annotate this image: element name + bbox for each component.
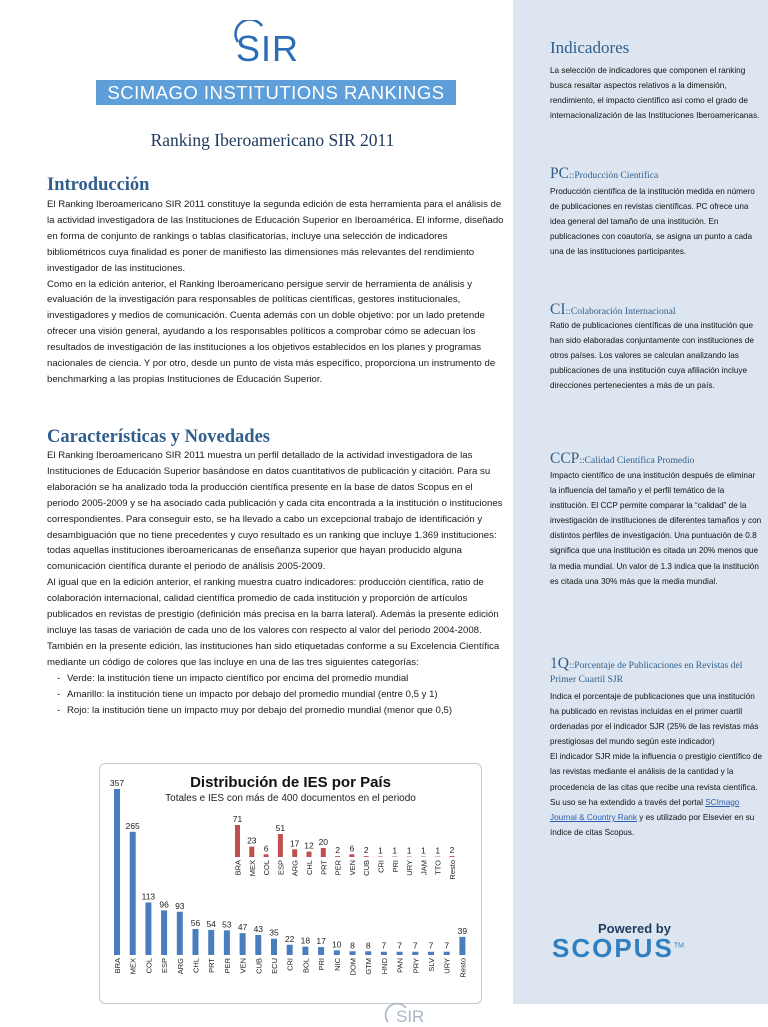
scopus-brand: SCOPUS bbox=[552, 933, 674, 963]
tick-label: COL bbox=[262, 860, 271, 875]
bar-total-BRA bbox=[114, 789, 120, 955]
value-label: 17 bbox=[316, 936, 326, 946]
tick-label: Resto bbox=[458, 958, 467, 978]
tick-label: ECU bbox=[270, 958, 279, 974]
bar-total-ESP bbox=[161, 910, 167, 955]
features-paragraph: El Ranking Iberoamericano SIR 2011 muestra un perfil detallado de la actividad investigadora de las Instituciones de Educación Superior basándose en datos cuantitativos de publicación y citación. Para su elaboración se ha analizado toda la producción científica presente en la base de datos Scopus en el periodo 2005-2009 y se ha asociado cada publicación y cada cita encontrada a la institución o instituciones correspondientes. Para conseguir esto, se ha llevado a cabo un excepcional trabajo de identificación y desambiguación que no tiene precedentes y cuyo resultado es un ranking que incluye 1.369 instituciones: todas aquellas instituciones iberoamericanas de enseñanza superior que hayan producido alguna comunicación científica durante el periodo de análisis 2005-2009. bbox=[47, 448, 507, 575]
tick-label: ARG bbox=[291, 860, 300, 876]
value-label: 265 bbox=[126, 821, 140, 831]
logo-acronym: SIR bbox=[236, 28, 299, 70]
indicator-1q-text bbox=[550, 689, 763, 840]
features-text bbox=[47, 448, 507, 718]
indicator-1q-title bbox=[550, 657, 765, 687]
page-title: Ranking Iberoamericano SIR 2011 bbox=[0, 130, 545, 151]
indicator-abbr: PC bbox=[550, 165, 569, 182]
value-label: 47 bbox=[238, 922, 248, 932]
chart-subtitle: Totales e IES con más de 400 documentos en el periodo bbox=[100, 793, 481, 804]
tick-label: URY bbox=[405, 860, 414, 876]
tick-label: PRY bbox=[411, 958, 420, 973]
tick-label: PRI bbox=[317, 958, 326, 971]
list-item: - Rojo: la institución tiene un impacto muy por debajo del promedio mundial (menor que 0,5) bbox=[57, 703, 507, 719]
bar-ies400-ARG bbox=[292, 849, 297, 857]
value-label: 22 bbox=[285, 934, 295, 944]
tick-label: TTO bbox=[434, 860, 443, 875]
tick-label: CHL bbox=[192, 958, 201, 973]
indicator-pc-title bbox=[550, 165, 765, 183]
tick-label: NIC bbox=[333, 957, 342, 971]
features-paragraph: También en la presente edición, las instituciones han sido etiquetadas conforme a su Excelencia Científica mediante un código de colores que las incluye en una de las tres siguientes categorías: bbox=[47, 639, 507, 671]
intro-heading: Introducción bbox=[47, 175, 149, 196]
tick-label: MEX bbox=[248, 860, 257, 876]
excellence-list bbox=[57, 671, 507, 719]
indicator-sep: :: bbox=[566, 306, 571, 317]
value-label: 17 bbox=[290, 838, 300, 848]
indicator-abbr: CCP bbox=[550, 450, 579, 467]
tick-label: BOL bbox=[301, 958, 310, 973]
bar-ies400-BRA bbox=[235, 825, 240, 857]
bar-total-CRI bbox=[287, 945, 293, 955]
bar-total-DOM bbox=[350, 951, 356, 955]
value-label: 12 bbox=[304, 841, 314, 851]
ies-chart bbox=[99, 763, 482, 1004]
indicator-1q-paragraph-2 bbox=[550, 749, 763, 840]
intro-paragraph: El Ranking Iberoamericano SIR 2011 constituye la segunda edición de esta herramienta para el análisis de la actividad investigadora de las Instituciones de Educación Superior en Iberoamérica. El informe, diseñado en forma de conjunto de rankings o tablas clasificatorias, incluye una selección de indicadores bibliométricos cuya finalidad es poner de manifiesto las dimensiones más relevantes del rendimiento investigador de las instituciones. bbox=[47, 197, 507, 277]
sidebar-heading: Indicadores bbox=[550, 38, 629, 58]
indicator-sep: :: bbox=[569, 660, 574, 671]
value-label: 8 bbox=[350, 940, 355, 950]
bar-total-URY bbox=[444, 952, 450, 955]
bar-total-GTM bbox=[365, 951, 371, 955]
scimago-link[interactable]: SCImago Journal & Country Rank bbox=[550, 798, 739, 822]
value-label: 7 bbox=[382, 941, 387, 951]
tick-label: VEN bbox=[348, 860, 357, 875]
tick-label: Resto bbox=[448, 860, 457, 880]
indicator-ccp-text: Impacto científico de una institución después de eliminar la influencia del tamaño y el perfil temático de la institución. El CCP permite comparar la “calidad” de la investigación de instituciones de diferentes tamaños y con distintos perfiles de investigación. Una puntuación de 0.8 significa que una institución es citada un 20% menos que la media mundial. Un valor de 1.3 indica que la institución es citada una 30% más que la media mundial. bbox=[550, 468, 763, 589]
indicator-ccp-title bbox=[550, 450, 765, 468]
chart-title: Distribución de IES por País bbox=[100, 774, 481, 791]
value-label: 56 bbox=[191, 918, 201, 928]
tick-label: CUB bbox=[362, 860, 371, 876]
bar-ies400-PER bbox=[335, 856, 340, 857]
bar-total-COL bbox=[145, 902, 151, 955]
value-label: 93 bbox=[175, 901, 185, 911]
tick-label: URY bbox=[443, 958, 452, 974]
sidebar-intro: La selección de indicadores que componen el ranking busca resaltar aspectos relativos a la dimensión, rendimiento, el impacto científico así como el grado de internacionalización de las Instituciones Iberoamericanas. bbox=[550, 63, 763, 123]
bar-total-Resto bbox=[459, 937, 465, 955]
footer-logo: SIR bbox=[396, 1007, 424, 1027]
bar-total-PRY bbox=[412, 952, 418, 955]
bar-total-NIC bbox=[334, 950, 340, 955]
indicator-sep: :: bbox=[579, 455, 584, 466]
indicator-ci-title bbox=[550, 301, 765, 319]
value-label: 35 bbox=[269, 928, 279, 938]
value-label: 18 bbox=[301, 936, 311, 946]
bar-total-PAN bbox=[397, 952, 403, 955]
bar-total-ARG bbox=[177, 912, 183, 955]
tick-label: HND bbox=[380, 957, 389, 974]
bar-ies400-VEN bbox=[349, 854, 354, 857]
value-label: 53 bbox=[222, 919, 232, 929]
tick-label: SLV bbox=[427, 958, 436, 972]
scopus-tm: TM bbox=[674, 942, 684, 949]
value-label: 2 bbox=[450, 845, 455, 855]
tick-label: PAN bbox=[396, 958, 405, 973]
tick-label: VEN bbox=[239, 958, 248, 973]
bar-ies400-COL bbox=[264, 854, 269, 857]
value-label: 7 bbox=[397, 941, 402, 951]
indicator-abbr: 1Q bbox=[550, 655, 569, 672]
bar-total-PER bbox=[224, 930, 230, 955]
indicator-name: Colaboración Internacional bbox=[571, 306, 676, 317]
tick-label: PER bbox=[334, 859, 343, 875]
sjr-text: El indicador SJR mide la influencia o prestigio científico de las revistas mediante el análisis de la cantidad y la procedencia de las citas que recibe una revista científica. Su uso se ha extendido a través del portal bbox=[550, 752, 762, 806]
indicator-ci-text: Ratio de publicaciones científicas de una institución que han sido elaboradas conjuntamente con instituciones de otros países. Los valores se calculan analizando las publicaciones de una institución cuya afiliación incluye direcciones pertenecientes a más de un país. bbox=[550, 318, 763, 393]
tick-label: PRI bbox=[391, 860, 400, 873]
intro-paragraph: Como en la edición anterior, el Ranking Iberoamericano persigue servir de herramienta de análisis y evaluación de la investigación para responsables de políticas científicas, gestores institucionales, investigadores y medios de comunicación. Cuenta además con un doble objetivo: por un lado pretende ofrecer una visión general, ayudando a los responsables políticos a comprobar cómo se adecuan los resultados de investigación de las instituciones a los objetivos establecidos en los planes y programas nacionales de ciencia. Y por otro, desde un punto de vista más específico, proporciona un instrumento de benchmarking a las propias Instituciones de Educación Superior. bbox=[47, 277, 507, 388]
value-label: 2 bbox=[364, 845, 369, 855]
tick-label: BRA bbox=[113, 958, 122, 973]
sidebar bbox=[513, 0, 768, 1004]
bar-ies400-CHL bbox=[307, 852, 312, 857]
value-label: 1 bbox=[435, 846, 440, 856]
value-label: 96 bbox=[159, 899, 169, 909]
value-label: 23 bbox=[247, 836, 257, 846]
logo-name: SCIMAGO INSTITUTIONS RANKINGS bbox=[96, 80, 456, 105]
value-label: 43 bbox=[254, 924, 264, 934]
value-label: 7 bbox=[444, 941, 449, 951]
value-label: 1 bbox=[378, 846, 383, 856]
bar-total-CHL bbox=[193, 929, 199, 955]
value-label: 6 bbox=[350, 843, 355, 853]
bar-total-MEX bbox=[130, 832, 136, 955]
value-label: 6 bbox=[264, 843, 269, 853]
bar-total-SLV bbox=[428, 952, 434, 955]
tick-label: BRA bbox=[234, 860, 243, 875]
tick-label: COL bbox=[144, 958, 153, 973]
value-label: 39 bbox=[458, 926, 468, 936]
value-label: 2 bbox=[335, 845, 340, 855]
features-paragraph: Al igual que en la edición anterior, el ranking muestra cuatro indicadores: producción científica, ratio de colaboración internacional, calidad científica promedio de cada institución y proporción de artículos publicados en revistas de prestigio (definición más precisa en la barra lateral). Además la presente edición incluye las tasas de variación de cada uno de los valores con respecto al valor del periodo 2004-2008. bbox=[47, 575, 507, 639]
tick-label: MEX bbox=[129, 958, 138, 974]
bar-ies400-MEX bbox=[249, 847, 254, 857]
tick-label: DOM bbox=[349, 958, 358, 976]
intro-text bbox=[47, 197, 507, 388]
value-label: 54 bbox=[206, 919, 216, 929]
bar-total-ECU bbox=[271, 939, 277, 955]
features-heading: Características y Novedades bbox=[47, 427, 270, 448]
tick-label: ESP bbox=[276, 860, 285, 875]
value-label: 71 bbox=[233, 814, 243, 824]
tick-label: PER bbox=[223, 957, 232, 973]
value-label: 1 bbox=[421, 846, 426, 856]
tick-label: CHL bbox=[305, 860, 314, 875]
bar-total-PRI bbox=[318, 947, 324, 955]
bar-total-HND bbox=[381, 952, 387, 955]
tick-label: PRT bbox=[207, 958, 216, 973]
value-label: 357 bbox=[110, 778, 124, 788]
value-label: 113 bbox=[142, 891, 156, 901]
value-label: 1 bbox=[407, 846, 412, 856]
value-label: 7 bbox=[429, 941, 434, 951]
tick-label: CUB bbox=[254, 958, 263, 974]
powered-by-label: Powered by bbox=[598, 921, 671, 936]
bar-total-PRT bbox=[208, 930, 214, 955]
bar-total-CUB bbox=[255, 935, 261, 955]
value-label: 51 bbox=[276, 823, 286, 833]
tick-label: CRI bbox=[286, 958, 295, 971]
value-label: 8 bbox=[366, 940, 371, 950]
tick-label: JAM bbox=[419, 860, 428, 875]
bar-ies400-PRT bbox=[321, 848, 326, 857]
bar-ies400-ESP bbox=[278, 834, 283, 857]
tick-label: PRT bbox=[319, 860, 328, 875]
value-label: 20 bbox=[319, 837, 329, 847]
value-label: 1 bbox=[392, 846, 397, 856]
indicator-1q-paragraph: Indica el porcentaje de publicaciones que una institución ha publicado en revistas incluidas en el primer cuartil ordenadas por el indicador SJR (25% de las revistas más prestigiosas del mundo según este indicador) bbox=[550, 689, 763, 749]
chart-plot bbox=[100, 764, 481, 1003]
tick-label: GTM bbox=[364, 958, 373, 975]
bar-ies400-Resto bbox=[450, 856, 455, 857]
indicator-name: Porcentaje de Publicaciones en Revistas del Primer Cuartil SJR bbox=[550, 660, 742, 685]
indicator-sep: :: bbox=[569, 170, 574, 181]
indicator-pc-text: Producción científica de la institución medida en número de publicaciones en revistas científicas. PC ofrece una idea general del tamaño de una institución. En publicaciones con coautoría, se asigna un punto a cada una de las instituciones participantes. bbox=[550, 184, 763, 259]
list-item: - Verde: la institución tiene un impacto científico por encima del promedio mundial bbox=[57, 671, 507, 687]
bar-total-VEN bbox=[240, 933, 246, 955]
indicator-name: Calidad Científica Promedio bbox=[585, 455, 695, 466]
scopus-logo bbox=[552, 933, 684, 964]
indicator-abbr: CI bbox=[550, 301, 566, 318]
value-label: 7 bbox=[413, 941, 418, 951]
list-item: - Amarillo: la institución tiene un impacto por debajo del promedio mundial (entre 0,5 y 1) bbox=[57, 687, 507, 703]
sjr-text-end: y es utilizado por Elsevier en su índice de citas Scopus. bbox=[550, 813, 754, 837]
bar-ies400-CUB bbox=[364, 856, 369, 857]
value-label: 10 bbox=[332, 939, 342, 949]
tick-label: ESP bbox=[160, 958, 169, 973]
tick-label: CRI bbox=[377, 860, 386, 873]
tick-label: ARG bbox=[176, 958, 185, 974]
indicator-name: Producción Científica bbox=[574, 170, 658, 181]
bar-total-BOL bbox=[302, 947, 308, 955]
